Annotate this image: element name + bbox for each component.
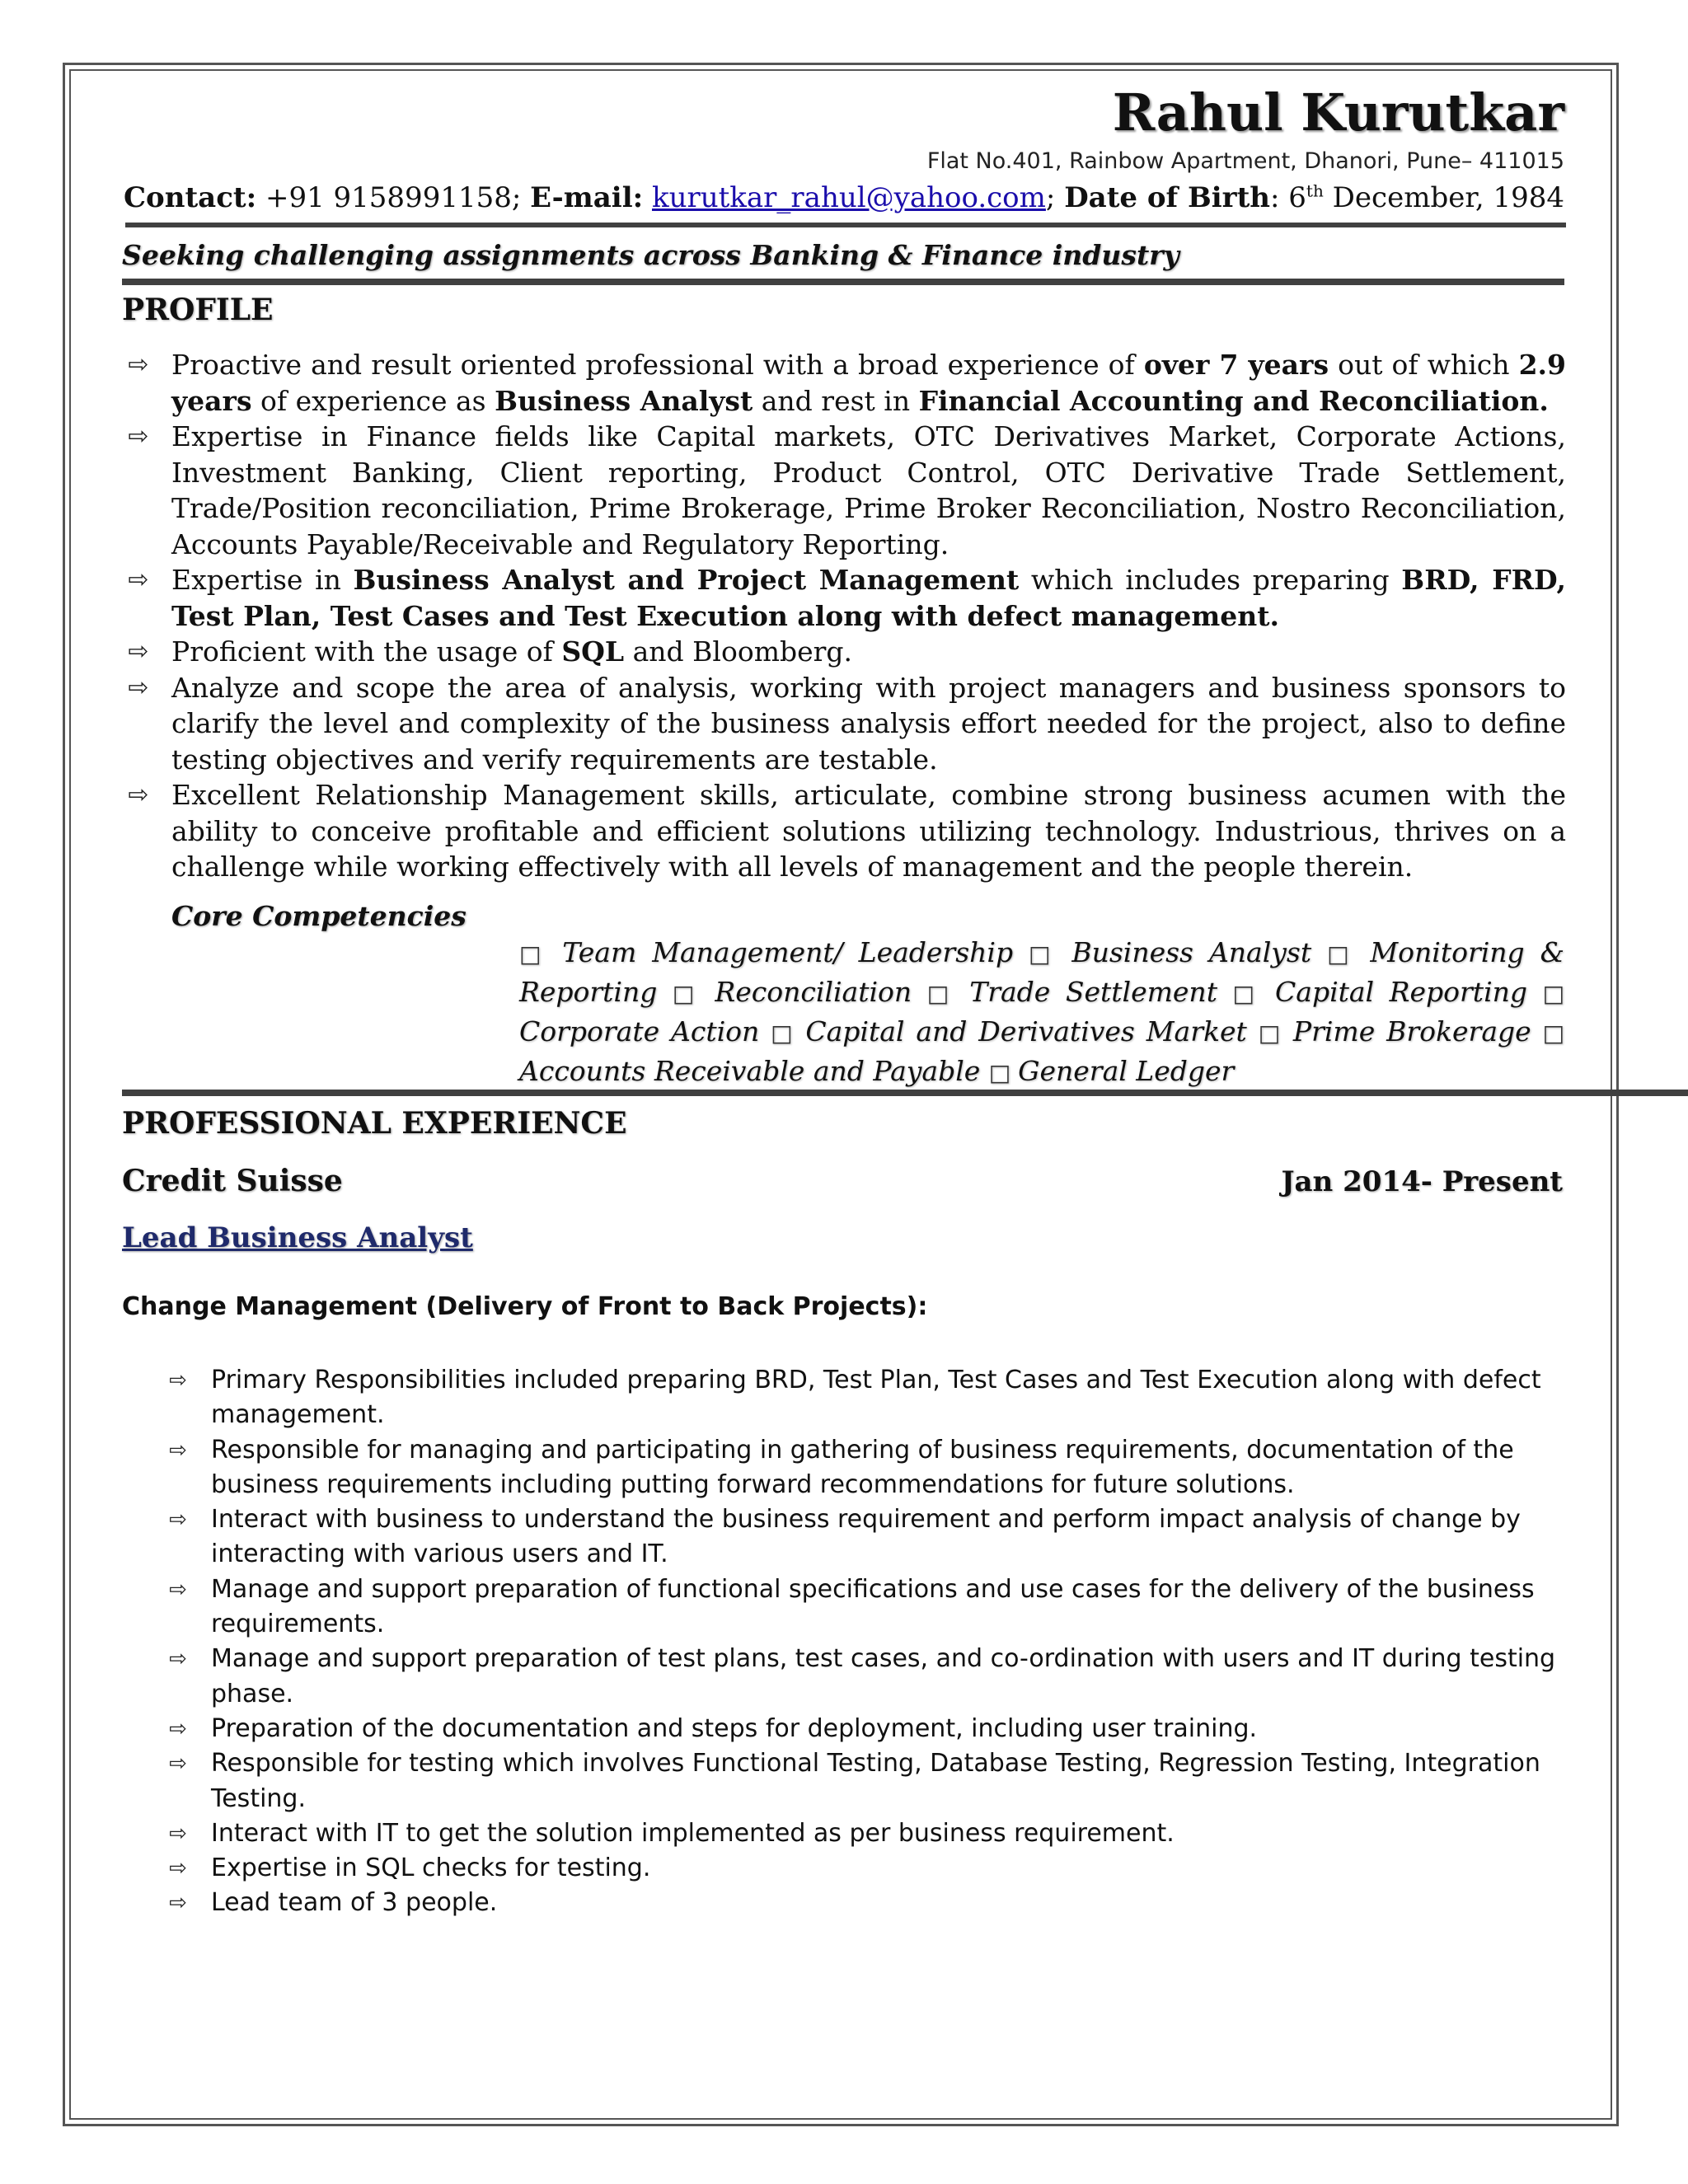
checkbox-bullet-icon: □ (1327, 940, 1371, 968)
competency-item: Capital and Derivatives Market (805, 1015, 1259, 1047)
profile-text-run: Expertise in Finance fields like Capital markets, OTC Derivatives Market, Corporate Actions, Investment Banking, Client reporting, Product Control, OTC Derivative Trade Settlement, Trade/Position reconciliation, Prime Brokerage, Prime Broker Reconciliation, Nostro Reconciliation, Accounts Payable/Receivable and Regulatory Reporting. (171, 420, 1566, 560)
responsibility-item (162, 1851, 1566, 1886)
header-divider (125, 223, 1566, 227)
competency-item: Business Analyst (1071, 936, 1328, 968)
profile-text-run: 2.9 years (171, 349, 1567, 417)
dob-label: Date of Birth (1064, 181, 1271, 214)
profile-item (122, 634, 1566, 670)
dob-suffix: th (1306, 180, 1324, 201)
profile-text-run: and Bloomberg. (624, 635, 853, 668)
competency-item: Monitoring & Reporting (519, 936, 1564, 1008)
arrow-bullet-icon: ⇨ (169, 1821, 187, 1846)
responsibility-item (162, 1502, 1566, 1572)
responsibility-text: Expertise in SQL checks for testing. (211, 1854, 651, 1883)
checkbox-bullet-icon: □ (1542, 980, 1565, 1007)
objective-tagline: Seeking challenging assignments across Banking & Finance industry (122, 239, 1179, 271)
competency-item: Corporate Action (519, 1015, 771, 1047)
responsibility-text: Lead team of 3 people. (211, 1888, 498, 1918)
responsibility-text: Interact with business to understand the business requirement and perform impact analysis of change by interacting with various users and IT. (211, 1505, 1521, 1569)
profile-text-run: Proficient with the usage of (171, 635, 562, 668)
responsibility-item (162, 1433, 1566, 1503)
responsibility-text: Manage and support preparation of test plans, test cases, and co-ordination with users and IT during testing phase. (211, 1644, 1556, 1708)
employer-name: Credit Suisse (122, 1164, 343, 1198)
competency-item: Team Management/ Leadership (562, 936, 1029, 968)
profile-item (122, 562, 1566, 634)
profile-text-run: out of which (1329, 349, 1519, 381)
responsibility-text: Interact with IT to get the solution implemented as per business requirement. (211, 1818, 1175, 1848)
responsibility-item (162, 1816, 1566, 1851)
arrow-bullet-icon: ⇨ (169, 1437, 187, 1463)
profile-text-run: over 7 years (1143, 349, 1329, 381)
profile-text-run: SQL (561, 635, 625, 668)
job-title: Lead Business Analyst (122, 1221, 473, 1254)
arrow-bullet-icon: ⇨ (128, 422, 149, 451)
project-subheading: Change Management (Delivery of Front to Back Projects): (122, 1292, 928, 1321)
responsibility-text: Responsible for managing and participating in gathering of business requirements, documentation of the business requirements including putting forward recommendations for future solutions. (211, 1435, 1514, 1499)
profile-text-run: Proactive and result oriented professional with a broad experience of (171, 349, 1144, 381)
competency-item: Trade Settlement (969, 976, 1233, 1008)
responsibility-item (162, 1363, 1566, 1433)
dob-rest: December, 1984 (1332, 181, 1564, 214)
contact-line (124, 181, 1564, 214)
dob-day: : 6 (1270, 181, 1306, 214)
core-competencies-heading: Core Competencies (171, 900, 467, 932)
checkbox-bullet-icon: □ (1542, 1019, 1565, 1047)
profile-text-run: and rest in (753, 384, 919, 417)
responsibility-item (162, 1886, 1566, 1920)
arrow-bullet-icon: ⇨ (169, 1716, 187, 1741)
checkbox-bullet-icon: □ (926, 980, 970, 1007)
employment-period: Jan 2014- Present (1281, 1165, 1563, 1198)
profile-item (122, 777, 1566, 885)
profile-text-run: Expertise in (171, 564, 354, 596)
phone-number: +91 9158991158; (265, 181, 522, 214)
profile-text-run: Excellent Relationship Management skills, articulate, combine strong business acumen with the ability to conceive profitable and efficient solutions utilizing technology. Industrious, thrives on a challenge while working effectively with all levels of management and the people therein. (171, 779, 1566, 883)
arrow-bullet-icon: ⇨ (169, 1507, 187, 1533)
arrow-bullet-icon: ⇨ (128, 780, 149, 809)
arrow-bullet-icon: ⇨ (169, 1368, 187, 1393)
profile-text-run: which includes preparing (1019, 564, 1402, 596)
profile-text-run: Financial Accounting and Reconciliation. (918, 384, 1549, 417)
responsibility-text: Manage and support preparation of functional specifications and use cases for the delivery of the business requirements. (211, 1574, 1535, 1639)
candidate-name: Rahul Kurutkar (1112, 82, 1564, 143)
arrow-bullet-icon: ⇨ (169, 1751, 187, 1777)
arrow-bullet-icon: ⇨ (128, 637, 149, 666)
profile-heading: PROFILE (122, 293, 274, 327)
checkbox-bullet-icon: □ (988, 1059, 1019, 1086)
responsibility-text: Responsible for testing which involves Functional Testing, Database Testing, Regression Testing, Integration Testing. (211, 1749, 1540, 1813)
competency-item: Capital Reporting (1275, 976, 1543, 1008)
arrow-bullet-icon: ⇨ (128, 350, 149, 379)
core-competencies-list (519, 934, 1564, 1092)
email-link[interactable]: kurutkar_rahul@yahoo.com (651, 181, 1046, 214)
arrow-bullet-icon: ⇨ (169, 1577, 187, 1602)
profile-text-run: BRD, FRD, Test Plan, Test Cases and Test Execution along with defect management. (171, 564, 1566, 632)
profile-text-run: Analyze and scope the area of analysis, working with project managers and business sponsors to clarify the level and complexity of the business analysis effort needed for the project, also to define testing objectives and verify requirements are testable. (171, 671, 1566, 776)
semicolon: ; (1045, 181, 1056, 214)
profile-item (122, 670, 1566, 778)
arrow-bullet-icon: ⇨ (169, 1647, 187, 1672)
responsibility-item (162, 1746, 1566, 1816)
competency-item: Prime Brokerage (1292, 1015, 1543, 1047)
checkbox-bullet-icon: □ (519, 940, 563, 968)
responsibility-text: Primary Responsibilities included preparing BRD, Test Plan, Test Cases and Test Execution along with defect management. (211, 1366, 1541, 1430)
responsibility-item (162, 1712, 1566, 1746)
checkbox-bullet-icon: □ (1258, 1019, 1293, 1047)
responsibility-text: Preparation of the documentation and steps for deployment, including user training. (211, 1713, 1258, 1743)
email-label: E-mail: (530, 181, 644, 214)
competency-item: Accounts Receivable and Payable (519, 1055, 989, 1087)
checkbox-bullet-icon: □ (1029, 940, 1072, 968)
responsibilities-list (162, 1363, 1566, 1921)
experience-divider (122, 1090, 1688, 1096)
competency-item: General Ledger (1018, 1055, 1235, 1087)
arrow-bullet-icon: ⇨ (169, 1856, 187, 1882)
profile-list (122, 347, 1566, 885)
arrow-bullet-icon: ⇨ (128, 673, 149, 702)
arrow-bullet-icon: ⇨ (128, 565, 149, 594)
profile-text-run: Business Analyst and Project Management (353, 564, 1020, 596)
responsibility-item (162, 1572, 1566, 1643)
address: Flat No.401, Rainbow Apartment, Dhanori, Pune– 411015 (926, 148, 1564, 174)
profile-text-run: of experience as (251, 384, 495, 417)
tagline-divider (122, 279, 1564, 285)
competency-item: Reconciliation (715, 976, 927, 1008)
checkbox-bullet-icon: □ (771, 1019, 806, 1047)
contact-label: Contact: (124, 181, 257, 214)
arrow-bullet-icon: ⇨ (169, 1891, 187, 1916)
checkbox-bullet-icon: □ (672, 980, 715, 1007)
profile-item (122, 419, 1566, 562)
profile-text-run: Business Analyst (495, 384, 753, 417)
experience-heading: PROFESSIONAL EXPERIENCE (122, 1106, 627, 1141)
responsibility-item (162, 1642, 1566, 1712)
checkbox-bullet-icon: □ (1232, 980, 1276, 1007)
profile-item (122, 347, 1566, 419)
